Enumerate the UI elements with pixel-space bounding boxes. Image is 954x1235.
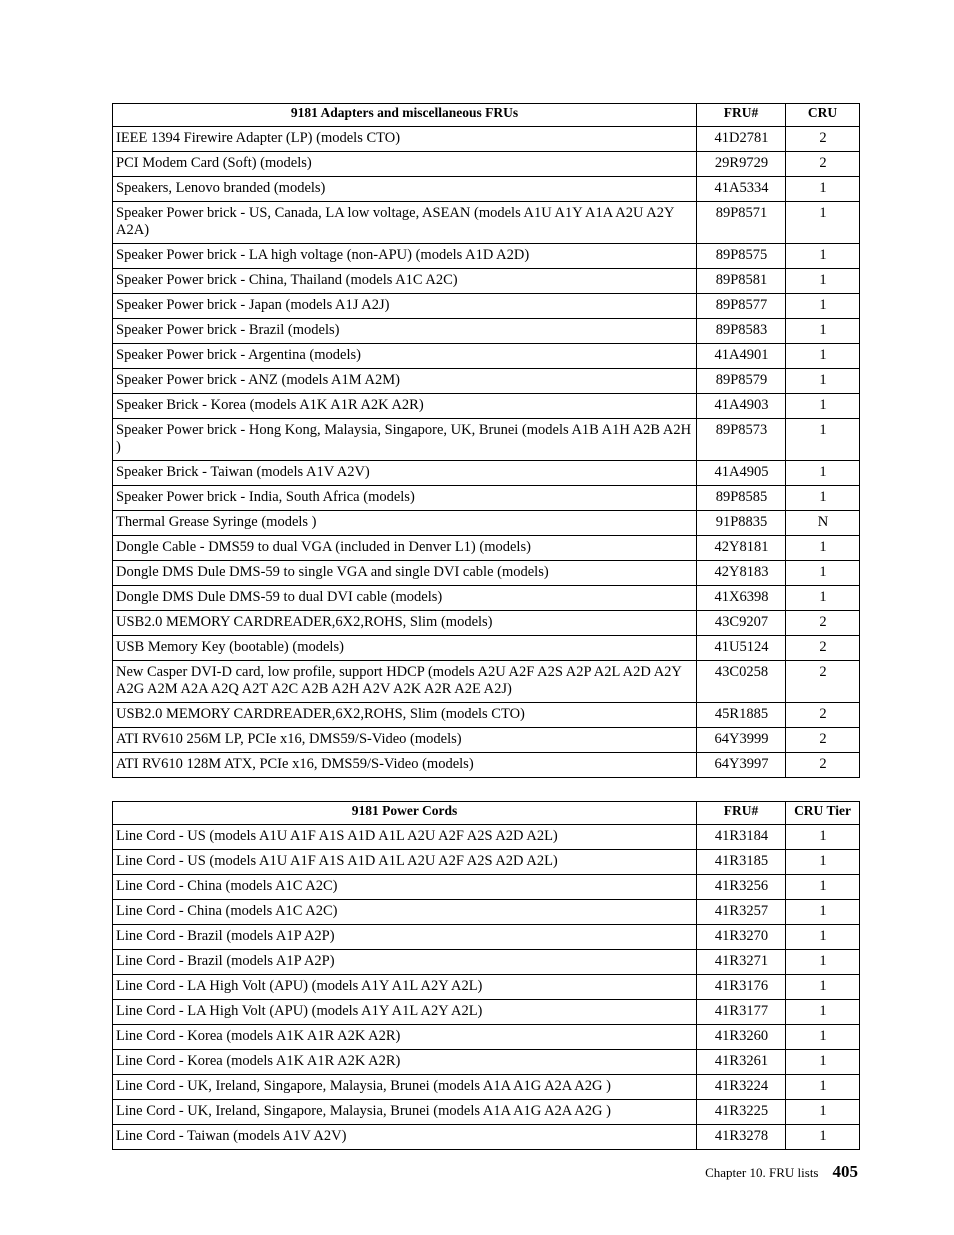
cell-item: Speaker Power brick - China, Thailand (models A1C A2C) <box>113 269 697 294</box>
cell-fru-number: 41R3176 <box>697 975 786 1000</box>
cell-cru: 1 <box>786 269 860 294</box>
cell-cru: 2 <box>786 753 860 778</box>
cell-cru: 2 <box>786 152 860 177</box>
cell-fru-number: 89P8581 <box>697 269 786 294</box>
cell-item: Line Cord - US (models A1U A1F A1S A1D A1L A2U A2F A2S A2D A2L) <box>113 825 697 850</box>
column-header-cru: CRU Tier <box>786 802 860 825</box>
cell-cru: 1 <box>786 850 860 875</box>
cell-item: Speaker Power brick - India, South Africa (models) <box>113 486 697 511</box>
table-row <box>113 661 860 703</box>
cell-item: Line Cord - Taiwan (models A1V A2V) <box>113 1125 697 1150</box>
cell-cru: 1 <box>786 319 860 344</box>
table-row <box>113 294 860 319</box>
cell-fru-number: 41A5334 <box>697 177 786 202</box>
cell-item: Line Cord - LA High Volt (APU) (models A1Y A1L A2Y A2L) <box>113 975 697 1000</box>
cell-item: Line Cord - Brazil (models A1P A2P) <box>113 950 697 975</box>
cell-item: Line Cord - Brazil (models A1P A2P) <box>113 925 697 950</box>
cell-cru: 2 <box>786 728 860 753</box>
power-cords-table-body <box>113 825 860 1150</box>
cell-cru: 1 <box>786 344 860 369</box>
cell-item: Line Cord - Korea (models A1K A1R A2K A2R) <box>113 1025 697 1050</box>
cell-item: Speaker Power brick - Japan (models A1J A2J) <box>113 294 697 319</box>
table-row <box>113 753 860 778</box>
cell-cru: 1 <box>786 561 860 586</box>
table-row <box>113 511 860 536</box>
table-row <box>113 636 860 661</box>
cell-fru-number: 41A4901 <box>697 344 786 369</box>
column-header-item: 9181 Adapters and miscellaneous FRUs <box>113 104 697 127</box>
cell-fru-number: 42Y8181 <box>697 536 786 561</box>
cell-fru-number: 45R1885 <box>697 703 786 728</box>
cell-cru: 1 <box>786 875 860 900</box>
cell-cru: 1 <box>786 177 860 202</box>
cell-cru: 1 <box>786 1025 860 1050</box>
table-row <box>113 1025 860 1050</box>
cell-item: PCI Modem Card (Soft) (models) <box>113 152 697 177</box>
table-row <box>113 1075 860 1100</box>
cell-cru: 1 <box>786 975 860 1000</box>
table-row <box>113 875 860 900</box>
cell-item: USB Memory Key (bootable) (models) <box>113 636 697 661</box>
cell-item: Speaker Power brick - ANZ (models A1M A2M) <box>113 369 697 394</box>
cell-cru: 1 <box>786 950 860 975</box>
cell-item: Speaker Power brick - LA high voltage (non-APU) (models A1D A2D) <box>113 244 697 269</box>
table-row <box>113 394 860 419</box>
cell-fru-number: 41A4903 <box>697 394 786 419</box>
table-row <box>113 1050 860 1075</box>
cell-item: ATI RV610 128M ATX, PCIe x16, DMS59/S-Video (models) <box>113 753 697 778</box>
cell-fru-number: 41R3177 <box>697 1000 786 1025</box>
cell-cru: 2 <box>786 611 860 636</box>
power-cords-fru-table <box>112 801 860 1150</box>
cell-cru: 1 <box>786 1075 860 1100</box>
cell-fru-number: 42Y8183 <box>697 561 786 586</box>
cell-fru-number: 89P8585 <box>697 486 786 511</box>
cell-fru-number: 64Y3999 <box>697 728 786 753</box>
cell-item: Line Cord - China (models A1C A2C) <box>113 900 697 925</box>
cell-fru-number: 41R3224 <box>697 1075 786 1100</box>
cell-cru: N <box>786 511 860 536</box>
cell-item: Speaker Brick - Korea (models A1K A1R A2K A2R) <box>113 394 697 419</box>
cell-fru-number: 41R3184 <box>697 825 786 850</box>
cell-fru-number: 41R3225 <box>697 1100 786 1125</box>
cell-item: Thermal Grease Syringe (models ) <box>113 511 697 536</box>
column-header-cru: CRU <box>786 104 860 127</box>
table-row <box>113 611 860 636</box>
cell-item: Line Cord - Korea (models A1K A1R A2K A2R) <box>113 1050 697 1075</box>
cell-fru-number: 41R3261 <box>697 1050 786 1075</box>
cell-fru-number: 89P8577 <box>697 294 786 319</box>
cell-cru: 1 <box>786 486 860 511</box>
cell-fru-number: 41X6398 <box>697 586 786 611</box>
cell-fru-number: 89P8579 <box>697 369 786 394</box>
table-row <box>113 950 860 975</box>
cell-item: Speaker Power brick - US, Canada, LA low voltage, ASEAN (models A1U A1Y A1A A2U A2Y A2A) <box>113 202 697 244</box>
cell-cru: 2 <box>786 127 860 152</box>
table-row <box>113 127 860 152</box>
cell-fru-number: 41R3271 <box>697 950 786 975</box>
cell-item: Line Cord - US (models A1U A1F A1S A1D A1L A2U A2F A2S A2D A2L) <box>113 850 697 875</box>
cell-cru: 1 <box>786 1050 860 1075</box>
cell-fru-number: 41D2781 <box>697 127 786 152</box>
cell-cru: 1 <box>786 202 860 244</box>
table-header-row <box>113 802 860 825</box>
cell-cru: 1 <box>786 394 860 419</box>
cell-item: Line Cord - LA High Volt (APU) (models A1Y A1L A2Y A2L) <box>113 1000 697 1025</box>
table-row <box>113 269 860 294</box>
table-row <box>113 202 860 244</box>
cell-item: Dongle DMS Dule DMS-59 to dual DVI cable (models) <box>113 586 697 611</box>
column-header-item: 9181 Power Cords <box>113 802 697 825</box>
cell-cru: 1 <box>786 369 860 394</box>
cell-item: Speaker Power brick - Hong Kong, Malaysia, Singapore, UK, Brunei (models A1B A1H A2B A2H ) <box>113 419 697 461</box>
table-row <box>113 561 860 586</box>
cell-cru: 1 <box>786 825 860 850</box>
table-row <box>113 825 860 850</box>
cell-item: Line Cord - UK, Ireland, Singapore, Malaysia, Brunei (models A1A A1G A2A A2G ) <box>113 1075 697 1100</box>
cell-cru: 1 <box>786 294 860 319</box>
cell-fru-number: 41R3257 <box>697 900 786 925</box>
cell-fru-number: 41U5124 <box>697 636 786 661</box>
cell-item: New Casper DVI-D card, low profile, support HDCP (models A2U A2F A2S A2P A2L A2D A2Y A2G A2M A2A A2Q A2T A2C A2B A2H A2V A2K A2R A2E A2J) <box>113 661 697 703</box>
adapters-table-body <box>113 127 860 778</box>
cell-fru-number: 41R3260 <box>697 1025 786 1050</box>
cell-item: USB2.0 MEMORY CARDREADER,6X2,ROHS, Slim (models CTO) <box>113 703 697 728</box>
cell-cru: 2 <box>786 703 860 728</box>
column-header-fru: FRU# <box>697 104 786 127</box>
cell-cru: 2 <box>786 661 860 703</box>
table-row <box>113 728 860 753</box>
cell-cru: 1 <box>786 536 860 561</box>
cell-fru-number: 41A4905 <box>697 461 786 486</box>
cell-item: Speaker Power brick - Brazil (models) <box>113 319 697 344</box>
cell-fru-number: 41R3256 <box>697 875 786 900</box>
cell-item: Line Cord - UK, Ireland, Singapore, Malaysia, Brunei (models A1A A1G A2A A2G ) <box>113 1100 697 1125</box>
chapter-label: Chapter 10. FRU lists <box>705 1165 819 1180</box>
cell-item: Dongle DMS Dule DMS-59 to single VGA and single DVI cable (models) <box>113 561 697 586</box>
cell-fru-number: 43C9207 <box>697 611 786 636</box>
table-row <box>113 369 860 394</box>
cell-item: USB2.0 MEMORY CARDREADER,6X2,ROHS, Slim (models) <box>113 611 697 636</box>
cell-item: Line Cord - China (models A1C A2C) <box>113 875 697 900</box>
cell-fru-number: 89P8573 <box>697 419 786 461</box>
table-row <box>113 319 860 344</box>
cell-fru-number: 89P8583 <box>697 319 786 344</box>
cell-cru: 1 <box>786 1125 860 1150</box>
cell-item: Speakers, Lenovo branded (models) <box>113 177 697 202</box>
table-row <box>113 1125 860 1150</box>
cell-cru: 1 <box>786 925 860 950</box>
table-header-row <box>113 104 860 127</box>
cell-cru: 1 <box>786 1000 860 1025</box>
cell-item: ATI RV610 256M LP, PCIe x16, DMS59/S-Video (models) <box>113 728 697 753</box>
cell-fru-number: 43C0258 <box>697 661 786 703</box>
cell-fru-number: 89P8571 <box>697 202 786 244</box>
table-row <box>113 419 860 461</box>
table-row <box>113 900 860 925</box>
cell-fru-number: 41R3278 <box>697 1125 786 1150</box>
table-row <box>113 344 860 369</box>
table-row <box>113 536 860 561</box>
cell-cru: 1 <box>786 1100 860 1125</box>
page-number: 405 <box>832 1162 858 1181</box>
table-row <box>113 925 860 950</box>
cell-fru-number: 41R3270 <box>697 925 786 950</box>
cell-item: Dongle Cable - DMS59 to dual VGA (included in Denver L1) (models) <box>113 536 697 561</box>
table-row <box>113 1100 860 1125</box>
cell-cru: 1 <box>786 900 860 925</box>
table-row <box>113 244 860 269</box>
table-row <box>113 1000 860 1025</box>
cell-cru: 1 <box>786 586 860 611</box>
table-row <box>113 850 860 875</box>
column-header-fru: FRU# <box>697 802 786 825</box>
table-row <box>113 152 860 177</box>
cell-cru: 2 <box>786 636 860 661</box>
cell-fru-number: 29R9729 <box>697 152 786 177</box>
table-row <box>113 586 860 611</box>
table-row <box>113 177 860 202</box>
cell-cru: 1 <box>786 419 860 461</box>
cell-cru: 1 <box>786 461 860 486</box>
cell-fru-number: 64Y3997 <box>697 753 786 778</box>
table-row <box>113 975 860 1000</box>
table-row <box>113 703 860 728</box>
table-row <box>113 461 860 486</box>
cell-fru-number: 91P8835 <box>697 511 786 536</box>
adapters-fru-table <box>112 103 860 778</box>
cell-fru-number: 41R3185 <box>697 850 786 875</box>
cell-item: IEEE 1394 Firewire Adapter (LP) (models CTO) <box>113 127 697 152</box>
cell-item: Speaker Power brick - Argentina (models) <box>113 344 697 369</box>
cell-item: Speaker Brick - Taiwan (models A1V A2V) <box>113 461 697 486</box>
cell-fru-number: 89P8575 <box>697 244 786 269</box>
table-row <box>113 486 860 511</box>
cell-cru: 1 <box>786 244 860 269</box>
page-footer <box>705 1162 858 1182</box>
